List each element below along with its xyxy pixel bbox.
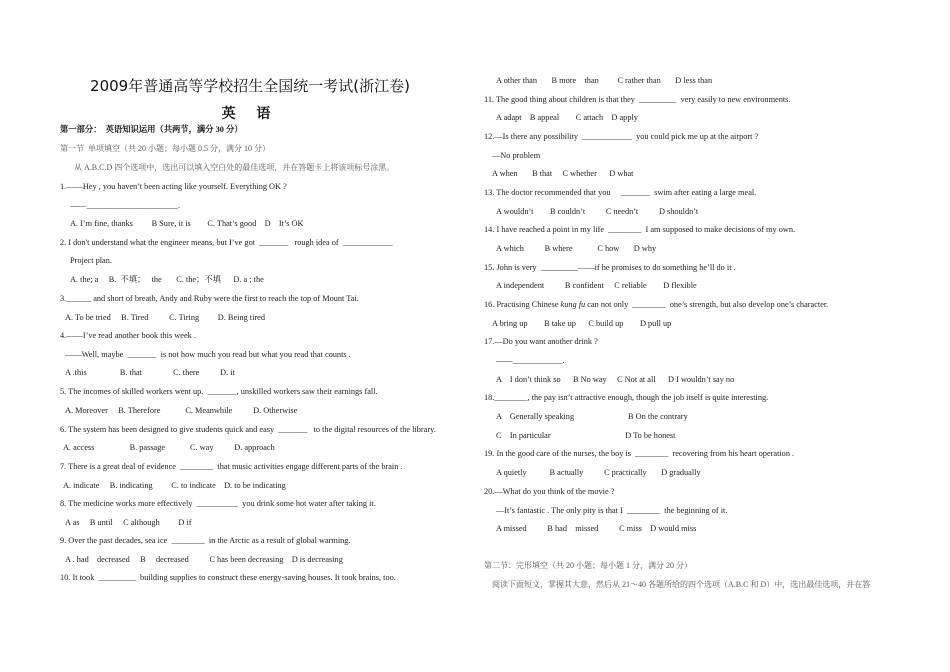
left-line: 6. The system has been designed to give students quick and easy _______ to the digital resources of the library. [60, 425, 436, 434]
right-line: A quietly B actually C practically D gradually [496, 468, 701, 477]
left-line: 从 A.B.C.D 四个选项中，选出可以填入空白处的最佳选项，并在答题卡上将该项标号涂黑。 [74, 163, 395, 172]
left-line: ——______________________. [70, 201, 180, 210]
left-line: 4.——I’ve read another book this week . [60, 331, 196, 340]
left-line: 2. I don't understand what the engineer means, but I’ve got _______ rough idea of ____________ [60, 238, 393, 247]
right-line: 19. In the good care of the nurses, the boy is ________ recovering from his heart operation . [484, 449, 795, 458]
right-line: A Generally speaking B On the contrary [496, 412, 688, 421]
left-line: 3.______ and short of breath, Andy and Ruby were the first to reach the top of Mount Tai. [60, 294, 359, 303]
left-line: 5. The incomes of skilled workers went up. _______, unskilled workers saw their earnings fall. [60, 387, 378, 396]
exam-title: 2009年普通高等学校招生全国统一考试(浙江卷) [90, 77, 410, 95]
left-line: A. Moreover B. Therefore C. Meanwhile D. Otherwise [65, 406, 298, 415]
right-line: 13. The doctor recommended that you _______ swim after eating a large meal. [484, 188, 757, 197]
left-line: Project plan. [70, 256, 112, 265]
left-line: 7. There is a great deal of evidence ________ that music activities engage different parts of the brain . [60, 462, 403, 471]
right-line: C In particular D To be honest [496, 431, 676, 440]
left-line: 9. Over the past decades, sea ice ________ in the Arctic as a result of global warming. [60, 536, 351, 545]
right-line: 14. I have reached a point in my life ________ I am supposed to make decisions of my own. [484, 225, 796, 234]
left-line: 1.——Hey , you haven’t been acting like yourself. Everything OK ? [60, 182, 287, 191]
right-line: A missed B had missed C miss D would miss [496, 524, 697, 533]
right-line: A adapt B appeal C attach D apply [496, 113, 638, 122]
right-line: —It’s fantastic . The only pity is that I ________ the beginning of it. [496, 506, 728, 515]
left-line: A . had decreased B decreased C has been decreasing D is decreasing [65, 555, 343, 564]
left-line: A. indicate B. indicating C. to indicate D. to be indicating [63, 481, 286, 490]
left-line: A. I’m fine, thanks B Sure, it is C. That’s good D It’s OK [70, 219, 304, 228]
left-line: 10. It took _________ building supplies to construct these energy-saving houses. It took brains, too. [60, 573, 396, 582]
right-line: A independent B confident C reliable D flexible [496, 281, 697, 290]
right-line: 15. John is very _________——if he promises to do something he’ll do it . [484, 263, 736, 272]
right-line: —No problem [492, 151, 541, 160]
left-line: A. To be tried B. Tired C. Tiring D. Being tired [65, 313, 266, 322]
right-line: 17.—Do you want another drink ? [484, 337, 598, 346]
right-line: 11. The good thing about children is that they _________ very easily to new environments. [484, 95, 791, 104]
right-line: A I don’t think so B No way C Not at all D I wouldn’t say no [496, 375, 735, 384]
left-line: A as B until C although D if [65, 518, 192, 527]
right-line: 阅读下面短文，掌握其大意，然后从 21～40 各题所给的四个选项（A.B.C 和 D）中，选出最佳选项，并在答 [492, 580, 871, 589]
italic-term: kung fu [560, 300, 586, 309]
left-line: ——Well, maybe _______ is not how much you read but what you read that counts . [65, 350, 351, 359]
right-line: A wouldn’t B couldn’t C needn’t D shouldn’t [496, 207, 699, 216]
right-line: 20.—What do you think of the movie ? [484, 487, 615, 496]
right-line: 第二节：完形填空（共 20 小题；每小题 1 分，满分 20 分） [484, 561, 692, 570]
subject-heading: 英 语 [221, 106, 279, 122]
left-line: A. the; a B. 不填； the C. the；不填 D. a ; the [70, 275, 264, 284]
right-line: A when B that C whether D what [492, 169, 634, 178]
right-line: A bring up B take up C build up D pull up [492, 319, 672, 328]
right-line: 18.________, the pay isn’t attractive enough, though the job itself is quite interesting. [484, 393, 769, 402]
left-line: 8. The medicine works more effectively __________ you drink some hot water after taking it. [60, 499, 376, 508]
left-line: 第一部分： 英语知识运用（共两节，满分 30 分） [60, 125, 243, 134]
right-line: 16. Practising Chinese kung fu can not only ________ one’s strength, but also develop one’s character. [484, 300, 829, 309]
right-line: A other than B more than C rather than D less than [496, 76, 713, 85]
right-line: ——____________. [496, 356, 565, 365]
right-line: 12.—Is there any possibility ____________ you could pick me up at the airport ? [484, 132, 759, 141]
left-line: 第一节 单项填空（共 20 小题；每小题 0.5 分，满分 10 分） [60, 144, 270, 153]
left-line: A .this B. that C. there D. it [65, 368, 235, 377]
right-line: A which B where C how D why [496, 244, 657, 253]
left-line: A. access B. passage C. way D. approach [63, 443, 275, 452]
